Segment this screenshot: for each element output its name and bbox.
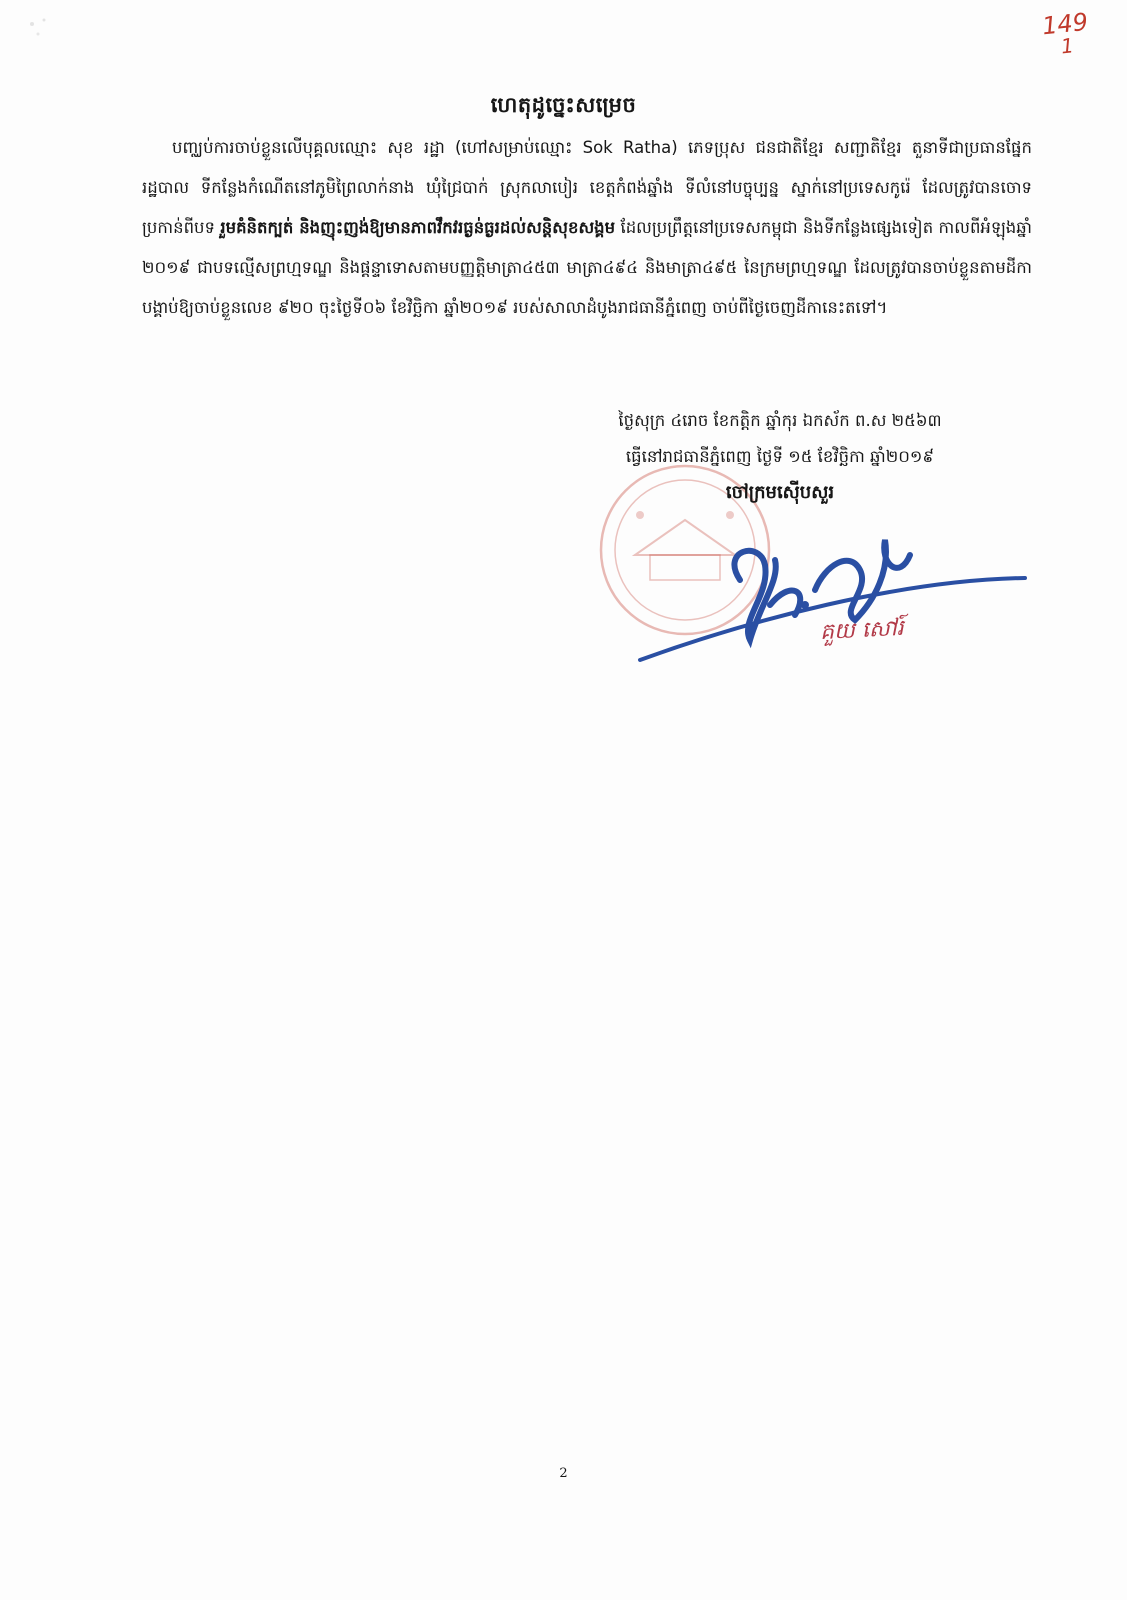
section-heading: ហេតុដូច្នេះសម្រេច bbox=[490, 93, 637, 117]
handwritten-page-mark bbox=[1041, 8, 1091, 57]
lunar-date: ថ្ងៃសុក្រ ៤រោច ខែកត្តិក ឆ្នាំកុរ ឯកស័ក ព.ស ២៥៦៣ bbox=[618, 411, 942, 430]
handwritten-sub-number: 1 bbox=[1059, 33, 1076, 59]
page-number: 2 bbox=[559, 1466, 568, 1481]
date-signature-block bbox=[560, 403, 1000, 511]
decision-paragraph bbox=[142, 128, 1032, 328]
paragraph-part-2: ដែលប្រព្រឹត្តនៅប្រទេសកម្ពុជា និងទីកន្លែងផ្សេងទៀត កាលពីអំឡុងឆ្នាំ ២០១៩ ជាបទល្មើសព្រហ្មទណ្ឌ និងផ្តន្ទាទោសតាមបញ្ញត្តិមាត្រា៤៥៣ មាត្រា៤៩៤ និងមាត្រា៤៩៥ នៃក្រមព្រហ្មទណ្ឌ ដែលត្រូវបានចាប់ខ្លួនតាមដីកាបង្គាប់ឱ្យចាប់ខ្លួនលេខ ៩២០ ចុះថ្ងៃទី០៦ ខែវិច្ឆិកា ឆ្នាំ២០១៩ របស់សាលាដំបូងរាជធានីភ្នំពេញ ចាប់ពីថ្ងៃចេញដីកានេះតទៅ។ bbox=[142, 218, 1032, 317]
paragraph-part-1: បញ្ឈប់ការចាប់ខ្លួនលើបុគ្គលឈ្មោះ សុខ រដ្ឋា (ហៅសម្រាប់ឈ្មោះ Sok Ratha) ភេទប្រុស ជនជាតិខ្មែរ សញ្ជាតិខ្មែរ តួនាទីជាប្រធានផ្នែករដ្ឋបាល ទីកន្លែងកំណើតនៅភូមិព្រៃលាក់នាង ឃុំជ្រៃបាក់ ស្រុកលាបៀរ ខេត្តកំពង់ឆ្នាំង ទីលំនៅបច្ចុប្បន្ន ស្នាក់នៅប្រទេសកូរ៉េ ដែលត្រូវបានចោទប្រកាន់ពីបទ bbox=[142, 138, 1032, 237]
place-and-solar-date: ធ្វើនៅរាជធានីភ្នំពេញ ថ្ងៃទី ១៥ ខែវិច្ឆិកា ឆ្នាំ២០១៩ bbox=[625, 447, 935, 466]
signature bbox=[600, 510, 1040, 680]
handwritten-number: 149 bbox=[1041, 7, 1090, 41]
scan-smudge bbox=[24, 14, 60, 44]
issuer-title: ចៅក្រមស៊ើបសួរ bbox=[725, 482, 835, 503]
paragraph-bold-charge: រួមគំនិតក្បត់ និងញុះញង់ឱ្យមានភាពវឹកវរធ្ងន់ធ្ងរដល់សន្តិសុខសង្គម bbox=[220, 218, 616, 237]
signer-name: គួយ សៅរ៍ bbox=[819, 615, 905, 646]
